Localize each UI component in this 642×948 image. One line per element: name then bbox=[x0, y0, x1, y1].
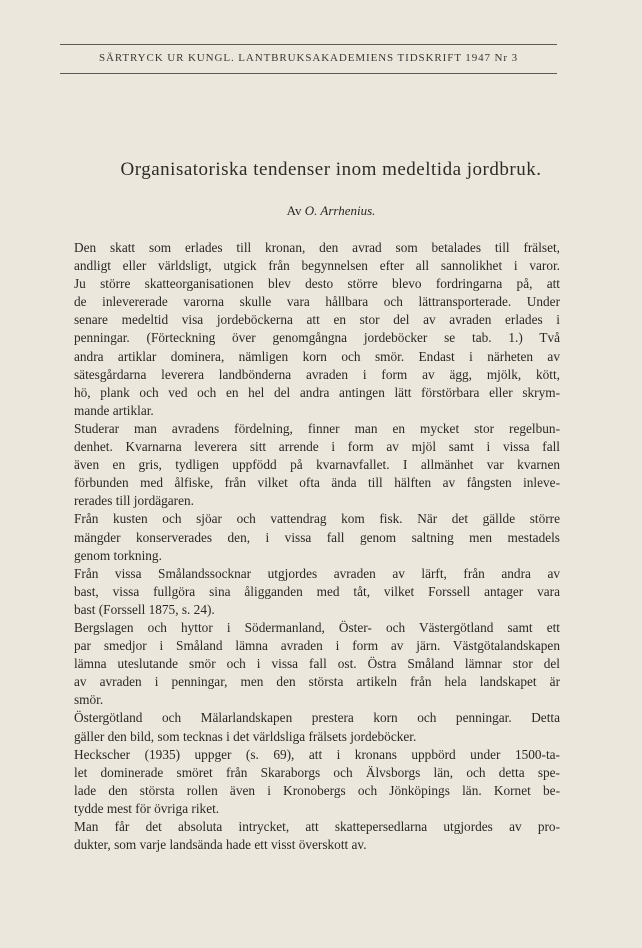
text-line: mängder konserverades den, i vissa fall genom saltning men mestadels bbox=[74, 529, 560, 545]
text-line: hö, plank och ved och en hel del andra antingen lätt förstörbara eller skrym- bbox=[74, 384, 560, 400]
article-title: Organisatoriska tendenser inom medeltida jordbruk. bbox=[120, 159, 542, 180]
text-line: Bergslagen och hyttor i Södermanland, Öster- och Västergötland samt ett bbox=[74, 619, 560, 635]
text-line: Från kusten och sjöar och vattendrag kom fisk. När det gällde större bbox=[74, 511, 560, 527]
text-line: de inlevererade varorna skulle vara hållbara och lättransporterade. Under bbox=[74, 294, 560, 310]
text-line: smör. bbox=[74, 692, 104, 708]
paragraph bbox=[74, 420, 560, 510]
text-line: gäller den bild, som tecknas i det världsliga frälsets jordeböcker. bbox=[74, 728, 417, 744]
text-line: även en gris, tydligen uppfödd på kvarnavfallet. I allmänhet var kvarnen bbox=[74, 457, 560, 473]
text-line: Östergötland och Mälarlandskapen prestera korn och penningar. Detta bbox=[74, 710, 560, 726]
text-line: dukter, som varje landsända hade ett visst överskott av. bbox=[74, 837, 367, 853]
running-head: SÄRTRYCK UR KUNGL. LANTBRUKSAKADEMIENS TIDSKRIFT 1947 Nr 3 bbox=[98, 52, 519, 64]
text-line: lade den största rollen även i Kronobergs och Jönköpings län. Kornet be- bbox=[74, 782, 560, 798]
text-line: genom torkning. bbox=[74, 547, 162, 563]
byline-prefix: Av bbox=[286, 203, 302, 218]
text-line: mande artiklar. bbox=[74, 402, 154, 418]
paragraph bbox=[74, 619, 560, 709]
text-line: penningar. (Förteckning över genomgångna jordeböcker se tab. 1.) Två bbox=[74, 330, 560, 346]
paragraph bbox=[74, 818, 560, 854]
article-body bbox=[74, 239, 560, 854]
text-line: andra artiklar dominera, nämligen korn och smör. Endast i närheten av bbox=[74, 348, 560, 364]
text-line: förbunden med ålfiske, från vilket ofta ända till hälften av fångsten inleve- bbox=[74, 475, 560, 491]
text-line: Heckscher (1935) uppger (s. 69), att i kronans uppbörd under 1500-ta- bbox=[74, 746, 560, 762]
paragraph bbox=[74, 746, 560, 818]
text-line: andligt eller världsligt, utgick från begynnelsen efter all sannolikhet i varor. bbox=[74, 258, 560, 274]
author-name: O. Arrhenius. bbox=[304, 203, 376, 218]
paragraph bbox=[74, 565, 560, 619]
header-top-rule bbox=[60, 44, 557, 45]
text-line: bast, vissa fullgöra sina åligganden med tåt, vilket Forssell antager vara bbox=[74, 583, 560, 599]
byline bbox=[60, 203, 602, 219]
text-line: Ju större skatteorganisationen blev desto större blevo fordringarna på, att bbox=[74, 276, 560, 292]
text-line: rerades till jordägaren. bbox=[74, 493, 194, 509]
header-bottom-rule bbox=[60, 73, 557, 74]
text-line: par smedjor i Småland lämna avraden i form av järn. Västgötalandskapen bbox=[74, 638, 560, 654]
paragraph bbox=[74, 239, 560, 420]
paragraph bbox=[74, 709, 560, 745]
paragraph bbox=[74, 510, 560, 564]
text-line: Den skatt som erlades till kronan, den avrad som betalades till frälset, bbox=[74, 240, 560, 255]
text-line: senare medeltid visa jordeböckerna att en stor del av avraden erlades i bbox=[74, 312, 560, 328]
text-line: tydde mest för övriga riket. bbox=[74, 800, 220, 816]
text-line: sätesgårdarna leverera landbönderna avraden i form av ägg, mjölk, kött, bbox=[74, 366, 560, 382]
text-line: av avraden i penningar, men den största artikeln från hela landskapet är bbox=[74, 674, 560, 690]
text-line: bast (Forssell 1875, s. 24). bbox=[74, 601, 215, 617]
text-line: denhet. Kvarnarna leverera sitt arrende i form av mjöl samt i vissa fall bbox=[74, 439, 560, 455]
text-line: Från vissa Smålandssocknar utgjordes avraden av lärft, från andra av bbox=[74, 565, 560, 581]
text-line: lämna uteslutande smör och i vissa fall ost. Östra Småland lämnar stor del bbox=[74, 656, 560, 672]
text-line: Man får det absoluta intrycket, att skattepersedlarna utgjordes av pro- bbox=[74, 819, 560, 834]
text-line: Studerar man avradens fördelning, finner man en mycket stor regelbun- bbox=[74, 420, 560, 436]
text-line: let dominerade smöret från Skaraborgs och Älvsborgs län, och detta spe- bbox=[74, 764, 560, 780]
